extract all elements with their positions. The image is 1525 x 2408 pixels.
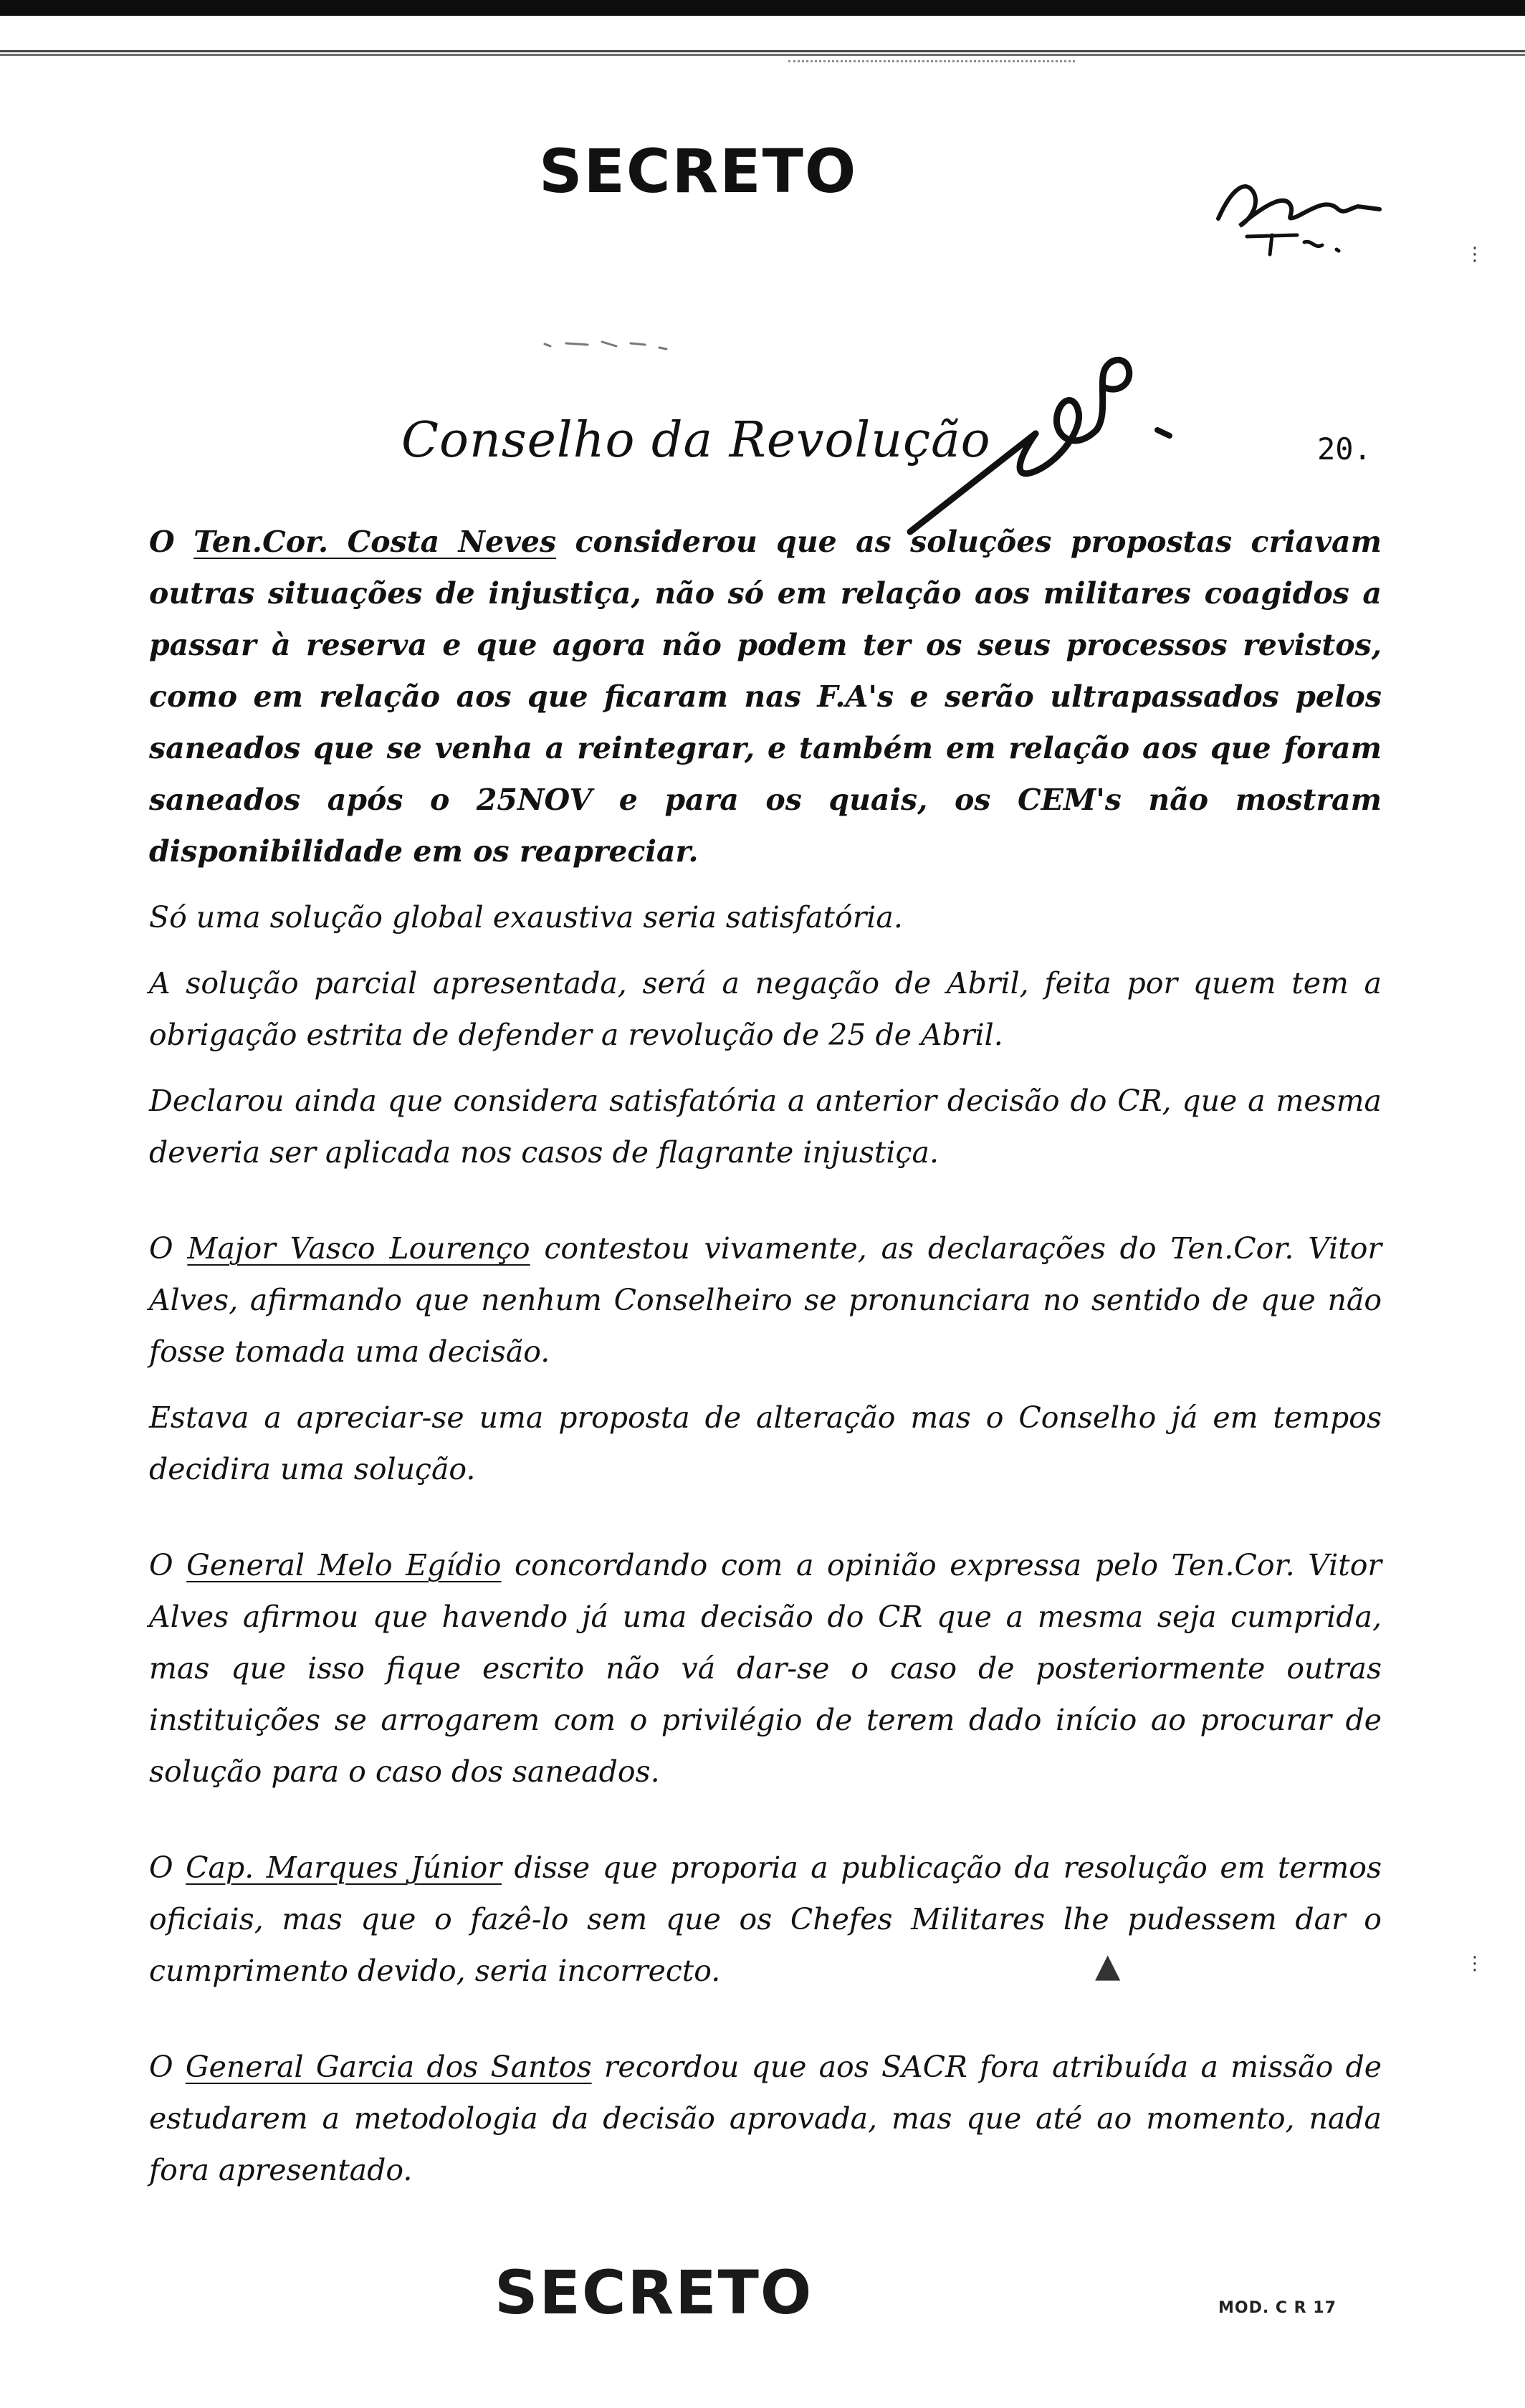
page-number: 20. — [1317, 431, 1372, 467]
paragraph-text: Declarou ainda que considera satisfatória a anterior decisão do CR, que a mesma deveria ser aplicada nos casos de flagrante injustiça. — [149, 1084, 1382, 1170]
paragraph-estava-apreciar — [149, 1392, 1382, 1495]
paragraph-prefix: O — [149, 2050, 186, 2084]
paragraph-solucao-parcial — [149, 957, 1382, 1061]
paragraph-prefix: O — [149, 525, 194, 559]
scan-top-rule — [0, 50, 1525, 56]
paragraph-prefix: O — [149, 1850, 186, 1885]
letterhead-title: Conselho da Revolução — [401, 412, 991, 469]
paragraph-text: contestou vivamente, as declarações do Ten.Cor. Vitor Alves, afirmando que nenhum Conselheiro se pronunciara no sentido de que não fosse tomada uma decisão. — [149, 1231, 1382, 1369]
stamp-top: SECRETO — [539, 136, 858, 206]
form-code: MOD. C R 17 — [1218, 2299, 1337, 2317]
paragraph-costa-neves — [149, 516, 1382, 877]
paragraph-melo-egidio — [149, 1539, 1382, 1797]
paragraph-text: recordou que aos SACR fora atribuída a missão de estudarem a metodologia da decisão aprovada, mas que até ao momento, nada fora apresentado. — [149, 2050, 1382, 2187]
initials-signature-topright — [1204, 165, 1397, 258]
scan-top-noise — [788, 60, 1075, 68]
speaker-name: Major Vasco Lourenço — [187, 1231, 530, 1266]
paragraph-text: concordando com a opinião expressa pelo Ten.Cor. Vitor Alves afirmou que havendo já uma decisão do CR que a mesma seja cumprida, mas que isso fique escrito não vá dar-se o caso de posteriormente outras instituições se arrogarem com o privilégio de terem dado início ao procurar de solução para o caso dos saneados. — [149, 1548, 1382, 1789]
paragraph-prefix: O — [149, 1231, 188, 1266]
paragraph-text: Só uma solução global exaustiva seria satisfatória. — [149, 900, 903, 935]
speaker-name: Ten.Cor. Costa Neves — [193, 525, 557, 559]
paragraph-text: considerou que as soluções propostas criavam outras situações de injustiça, não só em relação aos militares coagidos a passar à reserva e que agora não podem ter os seus processos revistos, como em relação aos que ficaram nas F.A's e serão ultrapassados pelos saneados que se venha a reintegrar, e também em relação aos que foram saneados após o 25NOV e para os quais, os CEM's não mostram disponibilidade em os reapreciar. — [149, 525, 1382, 869]
paragraph-solucao-global — [149, 892, 1382, 943]
scan-ink-mark: ▲ — [1095, 1946, 1121, 1984]
paragraph-text: Estava a apreciar-se uma proposta de alteração mas o Conselho já em tempos decidira uma solução. — [149, 1400, 1382, 1486]
large-signature — [903, 344, 1175, 538]
paragraph-prefix: O — [149, 1548, 187, 1582]
minutes-body — [149, 516, 1382, 2210]
paragraph-garcia-santos — [149, 2041, 1382, 2196]
speaker-name: General Garcia dos Santos — [185, 2050, 592, 2084]
scan-smudge — [537, 333, 681, 355]
scan-margin-noise: ⋮ — [1466, 244, 1484, 265]
scan-margin-noise: ⋮ — [1466, 1953, 1484, 1974]
stamp-bottom: SECRETO — [494, 2258, 813, 2328]
speaker-name: Cap. Marques Júnior — [186, 1850, 502, 1885]
paragraph-marques-junior — [149, 1842, 1382, 1997]
scan-top-edge — [0, 0, 1525, 16]
paragraph-text: disse que proporia a publicação da resolução em termos oficiais, mas que o fazê-lo sem que os Chefes Militares lhe pudessem dar o cumprimento devido, seria incorrecto. — [149, 1850, 1382, 1988]
paragraph-vasco-lourenco — [149, 1223, 1382, 1377]
speaker-name: General Melo Egídio — [186, 1548, 502, 1582]
paragraph-declarou — [149, 1075, 1382, 1178]
paragraph-text: A solução parcial apresentada, será a negação de Abril, feita por quem tem a obrigação estrita de defender a revolução de 25 de Abril. — [149, 966, 1382, 1052]
